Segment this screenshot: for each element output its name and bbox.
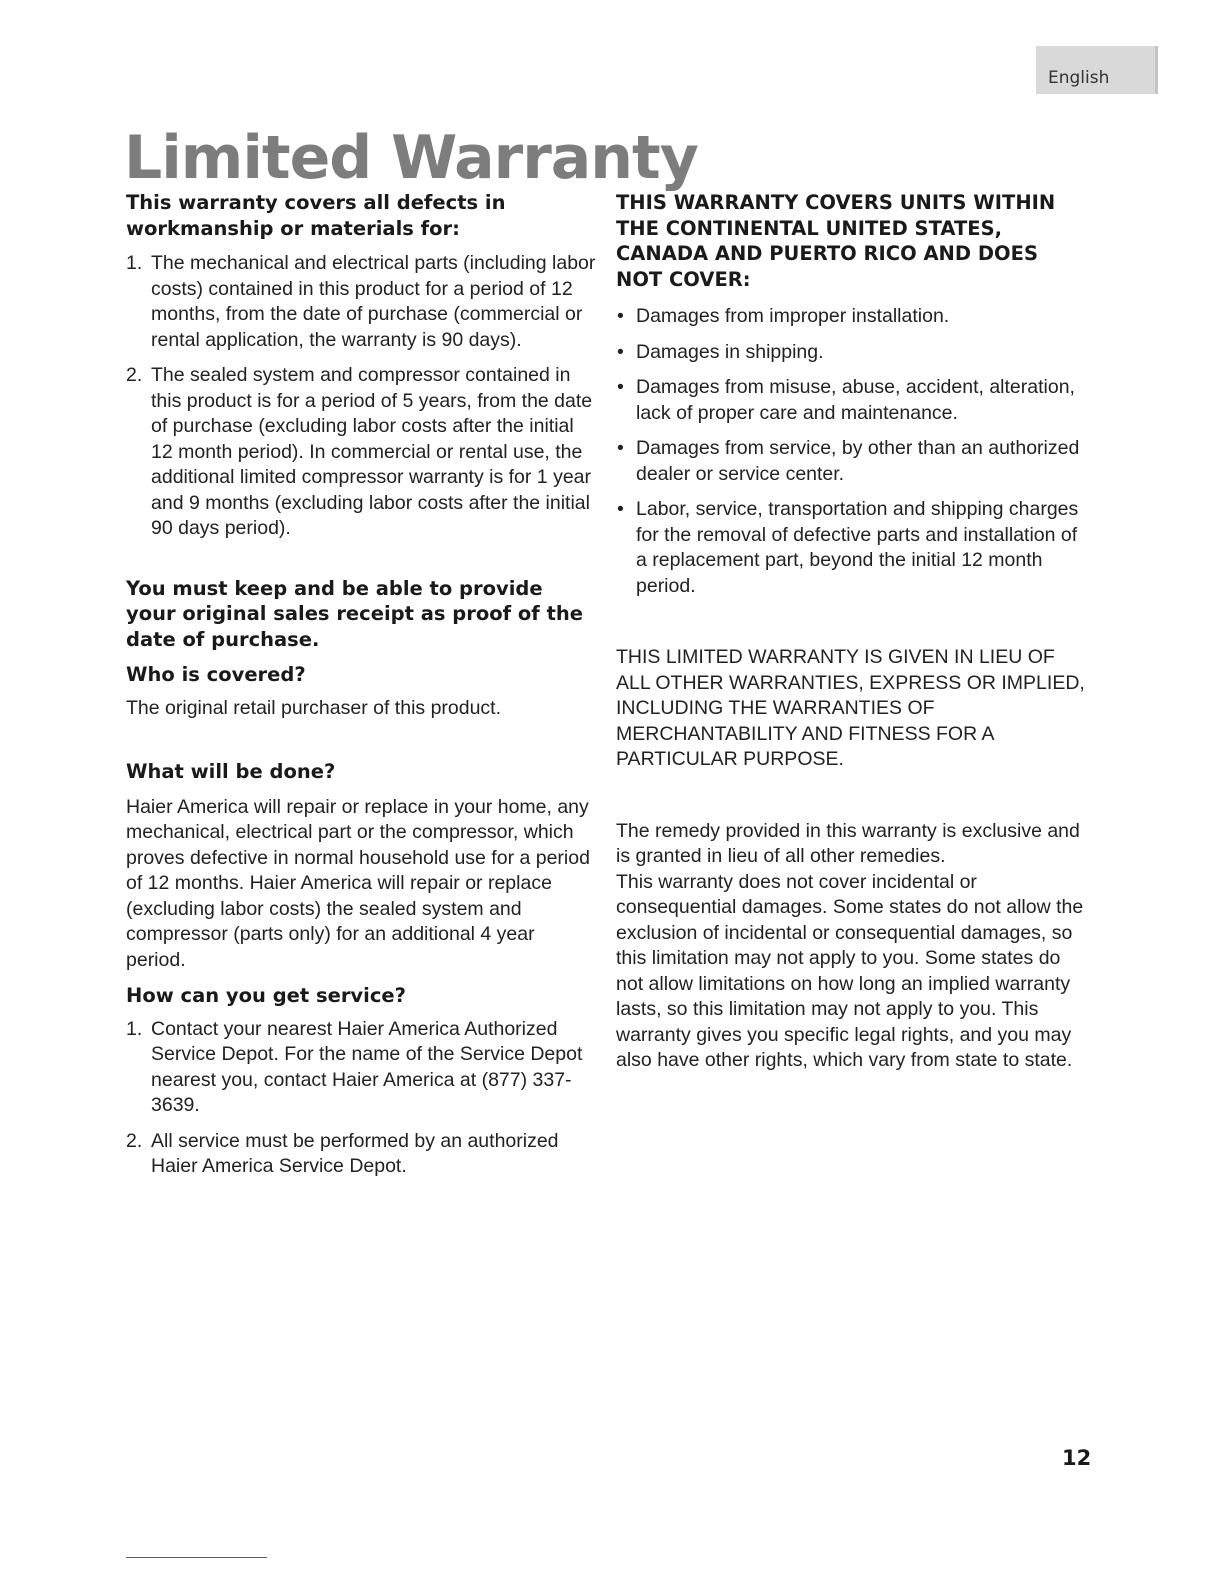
coverage-list: [126, 251, 596, 542]
not-covered-list: [616, 304, 1091, 599]
list-item-number: 1.: [126, 252, 143, 274]
page-number: 12: [1062, 1446, 1092, 1470]
list-item-text: The mechanical and electrical parts (including labor costs) contained in this product for a period of 12 months, from the date of purchase (commercial or rental application, the warranty is 90 days).: [151, 252, 596, 351]
get-service-heading: How can you get service?: [126, 984, 406, 1007]
list-item: [616, 497, 1091, 599]
coverage-heading: This warranty covers all defects in workmanship or materials for:: [126, 191, 506, 240]
who-covered-text: The original retail purchaser of this product.: [126, 696, 502, 719]
list-item-number: 2.: [126, 364, 143, 386]
list-item: [126, 363, 596, 542]
left-column: [126, 190, 596, 1180]
list-item-text: Damages from improper installation.: [636, 305, 950, 327]
list-item: [616, 375, 1091, 426]
list-item-text: Damages in shipping.: [636, 340, 824, 363]
list-item-text: Damages from service, by other than an authorized dealer or service center.: [636, 437, 1080, 485]
language-tab: English: [1036, 46, 1158, 94]
list-item: [126, 1017, 596, 1119]
who-covered-heading: Who is covered?: [126, 663, 306, 686]
remedy-text: The remedy provided in this warranty is exclusive and is granted in lieu of all other remedies.: [616, 819, 1080, 867]
list-item-number: 1.: [126, 1017, 143, 1040]
list-item: [616, 436, 1091, 487]
bullet-icon: •: [617, 305, 624, 327]
incidental-damages-text: This warranty does not cover incidental or consequential damages. Some states do not allow the exclusion of incidental or consequential damages, so this limitation may not apply to you. Some states do not allow limitations on how long an implied warranty lasts, so this limitation may not apply to you. This warranty gives you specific legal rights, and you may also have other rights, which vary from state to state.: [616, 870, 1084, 1071]
limited-warranty-statement: THIS LIMITED WARRANTY IS GIVEN IN LIEU OF ALL OTHER WARRANTIES, EXPRESS OR IMPLIED, INCLUDING THE WARRANTIES OF MERCHANTABILITY AND FITNESS FOR A PARTICULAR PURPOSE.: [616, 646, 1085, 770]
list-item: [126, 1129, 596, 1180]
not-covered-heading: THIS WARRANTY COVERS UNITS WITHIN THE CONTINENTAL UNITED STATES, CANADA AND PUERTO RICO AND DOES NOT COVER:: [616, 191, 1056, 291]
bullet-icon: •: [617, 376, 624, 398]
receipt-notice: You must keep and be able to provide your original sales receipt as proof of the date of purchase.: [126, 576, 583, 651]
list-item-text: All service must be performed by an authorized Haier America Service Depot.: [151, 1129, 559, 1177]
list-item-number: 2.: [126, 1129, 143, 1152]
what-done-text: Haier America will repair or replace in your home, any mechanical, electrical part or the compressor, which proves defective in normal household use for a period of 12 months. Haier America will repair or replace (excluding labor costs) the sealed system and compressor (parts only) for an additional 4 year period.: [126, 795, 590, 971]
list-item-text: The sealed system and compressor contained in this product is for a period of 5 years, from the date of purchase (excluding labor costs after the initial 12 month period). In commercial or rental use, the additional limited compressor warranty is for 1 year and 9 months (excluding labor costs after the initial 90 days period).: [151, 364, 593, 539]
list-item-text: Labor, service, transportation and shipping charges for the removal of defective parts and installation of a replacement part, beyond the initial 12 month period.: [636, 498, 1079, 597]
footer-divider: [126, 1557, 267, 1558]
page-title: Limited Warranty: [124, 123, 698, 193]
bullet-icon: •: [617, 498, 624, 520]
what-done-heading: What will be done?: [126, 760, 336, 783]
list-item: [616, 340, 1091, 366]
list-item-text: Contact your nearest Haier America Authorized Service Depot. For the name of the Service Depot nearest you, contact Haier America at (877) 337-3639.: [151, 1017, 583, 1116]
list-item: [126, 251, 596, 353]
right-column: [616, 190, 1091, 1074]
service-list: [126, 1017, 596, 1180]
bullet-icon: •: [617, 340, 624, 363]
bullet-icon: •: [617, 437, 624, 459]
list-item: [616, 304, 1091, 330]
list-item-text: Damages from misuse, abuse, accident, alteration, lack of proper care and maintenance.: [636, 376, 1075, 424]
